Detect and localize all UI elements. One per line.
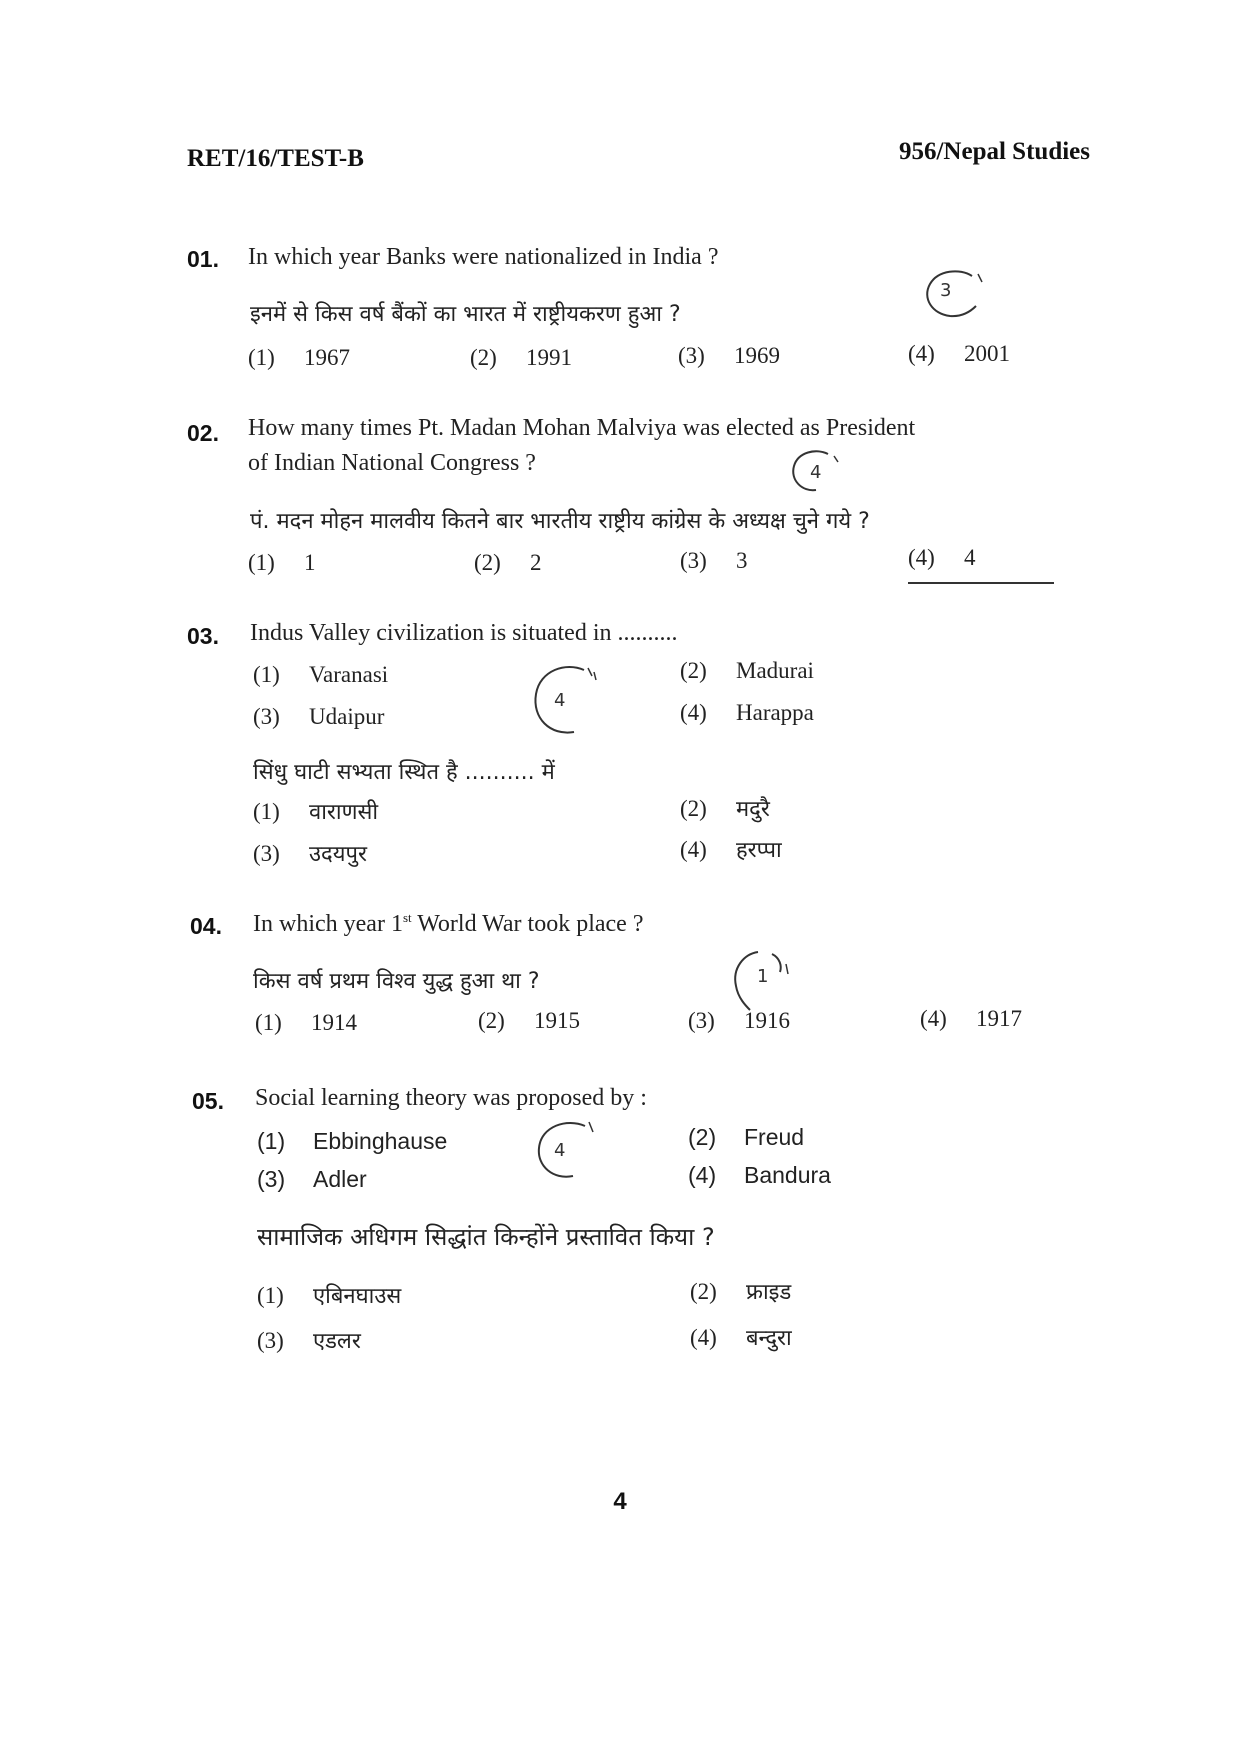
handwritten-answer-digit: 3 (940, 280, 952, 301)
option-3 (680, 548, 748, 574)
question-number: 03. (187, 623, 219, 649)
option-text: हरप्पा (736, 838, 782, 863)
option-text: 2001 (964, 341, 1010, 366)
option-text: बन्दुरा (746, 1326, 792, 1351)
subject-header: 956/Nepal Studies (898, 138, 1090, 165)
option-text: Harappa (736, 700, 814, 725)
option-number: (3) (253, 704, 280, 729)
option-text: 1991 (526, 345, 572, 370)
option-number: (4) (680, 700, 707, 725)
option-text: फ्राइड (746, 1280, 792, 1305)
hindi-option-1 (257, 1280, 401, 1310)
question-hindi-text: इनमें से किस वर्ष बैंकों का भारत में राष्ट्रीयकरण हुआ ? (250, 302, 681, 327)
option-number: (4) (690, 1325, 717, 1350)
option-3 (257, 1166, 367, 1193)
option-text: Freud (744, 1124, 805, 1150)
option-1 (253, 662, 388, 688)
option-2 (688, 1124, 804, 1151)
option-1 (257, 1128, 447, 1155)
question-hindi-text: सिंधु घाटी सभ्यता स्थित है .......... में (253, 760, 555, 785)
question-number: 02. (187, 420, 219, 446)
option-text: मदुरै (736, 797, 770, 822)
question-english-line1: How many times Pt. Madan Mohan Malviya was elected as President (248, 415, 916, 441)
option-text: 1917 (976, 1006, 1022, 1031)
option-text: 1915 (534, 1008, 580, 1033)
page-number: 4 (613, 1488, 627, 1515)
option-number: (1) (257, 1128, 286, 1154)
hindi-option-2 (690, 1276, 791, 1306)
option-text: 1967 (304, 345, 350, 370)
option-text: Bandura (744, 1162, 831, 1188)
option-number: (1) (248, 345, 275, 370)
exam-code-header: RET/16/TEST-B (187, 145, 364, 172)
option-4 (688, 1162, 831, 1189)
option-text: 1969 (734, 343, 780, 368)
option-text: Varanasi (309, 662, 389, 687)
option-text: उदयपुर (309, 842, 367, 867)
question-number: 04. (190, 913, 222, 939)
option-4 (920, 1006, 1022, 1032)
hindi-option-4 (680, 834, 782, 864)
handwritten-answer-digit: 1 (757, 966, 769, 987)
option-3 (253, 704, 384, 730)
option-number: (4) (908, 341, 935, 366)
question-text-part: World War took place ? (411, 911, 644, 937)
option-text: 2 (530, 550, 542, 575)
option-number: (1) (253, 799, 280, 824)
question-english-text: Indus Valley civilization is situated in .......... (250, 620, 678, 646)
ordinal-suffix: st (402, 910, 412, 925)
answer-underline (908, 582, 1054, 584)
handwritten-answer-digit: 4 (810, 462, 822, 483)
option-text: Madurai (736, 658, 814, 683)
option-text: एबिनघाउस (313, 1284, 402, 1309)
question-number: 05. (192, 1088, 224, 1114)
option-number: (1) (253, 662, 280, 687)
handwritten-answer-mark (920, 266, 990, 326)
question-english-text (253, 910, 643, 938)
option-2 (474, 550, 542, 576)
hindi-option-4 (690, 1322, 792, 1352)
option-2 (680, 658, 814, 684)
option-number: (2) (690, 1279, 717, 1304)
hindi-option-1 (253, 796, 378, 826)
option-number: (1) (248, 550, 275, 575)
option-text: वाराणसी (309, 800, 379, 825)
option-number: (2) (680, 658, 707, 683)
option-1 (255, 1010, 357, 1036)
hindi-option-2 (680, 793, 770, 823)
option-text: Udaipur (309, 704, 385, 729)
option-number: (2) (680, 796, 707, 821)
option-text: 4 (964, 545, 976, 570)
option-text: एडलर (313, 1329, 361, 1354)
option-number: (1) (255, 1010, 282, 1035)
option-number: (3) (257, 1328, 284, 1353)
option-text: 1916 (744, 1008, 790, 1033)
option-number: (2) (688, 1124, 717, 1150)
option-4 (908, 545, 976, 571)
handwritten-answer-mark (533, 1118, 613, 1188)
option-1 (248, 550, 316, 576)
option-number: (4) (680, 837, 707, 862)
option-2 (470, 345, 572, 371)
option-number: (2) (470, 345, 497, 370)
option-text: 3 (736, 548, 748, 573)
option-text: Adler (313, 1166, 367, 1192)
option-number: (3) (678, 343, 705, 368)
question-hindi-text: सामाजिक अधिगम सिद्धांत किन्होंने प्रस्तावित किया ? (257, 1223, 715, 1251)
question-english-line2: of Indian National Congress ? (248, 450, 536, 476)
option-number: (3) (688, 1008, 715, 1033)
handwritten-answer-digit: 4 (554, 1140, 566, 1161)
option-3 (678, 343, 780, 369)
option-number: (2) (478, 1008, 505, 1033)
question-english-text: In which year Banks were nationalized in India ? (248, 244, 719, 270)
question-number: 01. (187, 246, 219, 272)
option-1 (248, 345, 350, 371)
option-4 (680, 700, 814, 726)
hindi-option-3 (257, 1325, 361, 1355)
option-4 (908, 341, 1010, 367)
option-2 (478, 1008, 580, 1034)
option-number: (4) (920, 1006, 947, 1031)
question-english-text: Social learning theory was proposed by : (255, 1085, 647, 1111)
option-text: 1914 (311, 1010, 357, 1035)
option-number: (4) (908, 545, 935, 570)
option-text: Ebbinghause (313, 1128, 448, 1154)
hindi-option-3 (253, 838, 367, 868)
option-number: (3) (253, 841, 280, 866)
option-number: (1) (257, 1283, 284, 1308)
question-hindi-text: किस वर्ष प्रथम विश्व युद्ध हुआ था ? (253, 969, 540, 994)
handwritten-answer-mark (530, 662, 610, 742)
handwritten-answer-digit: 4 (554, 690, 566, 711)
question-hindi-text: पं. मदन मोहन मालवीय कितने बार भारतीय राष्ट्रीय कांग्रेस के अध्यक्ष चुने गये ? (250, 509, 870, 534)
option-text: 1 (304, 550, 316, 575)
option-number: (3) (257, 1166, 286, 1192)
option-number: (3) (680, 548, 707, 573)
option-number: (4) (688, 1162, 717, 1188)
option-number: (2) (474, 550, 501, 575)
question-text-part: In which year 1 (253, 911, 403, 937)
